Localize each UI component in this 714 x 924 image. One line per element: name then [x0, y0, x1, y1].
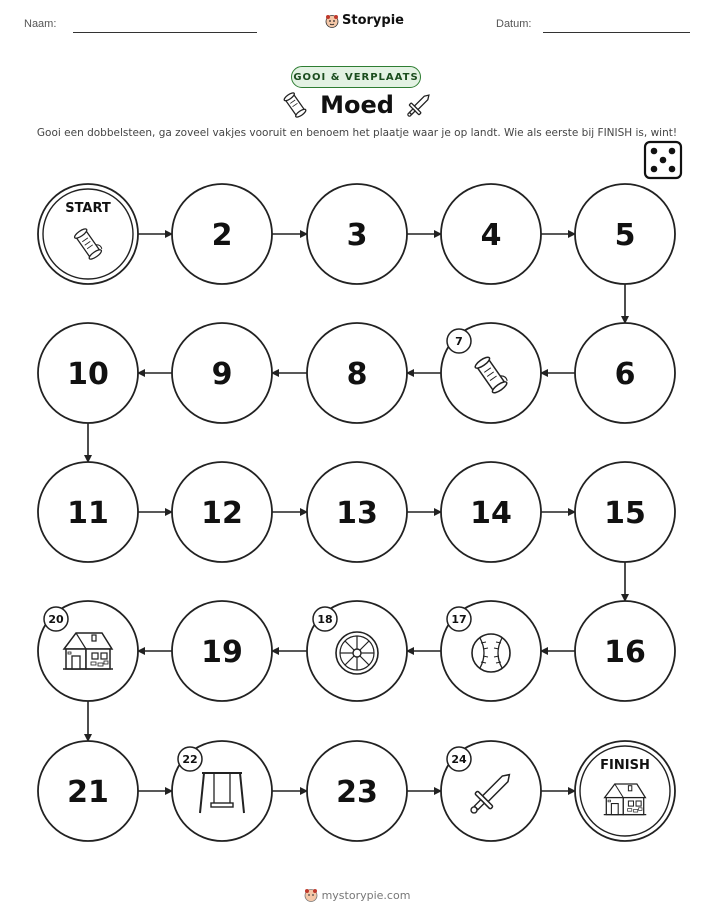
date-label: Datum:: [496, 18, 532, 30]
board-square-20: [38, 601, 138, 701]
board-square-21: [38, 741, 138, 841]
baseball-icon: [472, 634, 510, 672]
board-square-14: [441, 462, 541, 562]
board-square-5: [575, 184, 675, 284]
square-number: 21: [67, 775, 109, 810]
number-badge-label: 20: [48, 613, 64, 626]
board-square-2: [172, 184, 272, 284]
board-square-16: [575, 601, 675, 701]
footer: [0, 888, 714, 902]
board-square-9: [172, 323, 272, 423]
square-number: 11: [67, 496, 109, 531]
board-square-4: [441, 184, 541, 284]
brand-name: Storypie: [342, 13, 404, 28]
board-square-17: [441, 601, 541, 701]
board-square-8: [307, 323, 407, 423]
number-badge-label: 17: [451, 613, 467, 626]
square-number: 14: [470, 496, 512, 531]
square-number: 13: [336, 496, 378, 531]
board-square-10: [38, 323, 138, 423]
board-square-15: [575, 462, 675, 562]
square-number: 19: [201, 635, 243, 670]
board-square-6: [575, 323, 675, 423]
square-number: 12: [201, 496, 243, 531]
square-label: FINISH: [600, 758, 650, 773]
game-type-badge: GOOI & VERPLAATS: [291, 66, 421, 88]
board-square-7: [441, 323, 541, 423]
square-number: 16: [604, 635, 646, 670]
board-square-25: [575, 741, 675, 841]
square-number: 8: [346, 357, 368, 392]
wheel-icon: [336, 632, 378, 674]
square-number: 10: [67, 357, 109, 392]
number-badge-label: 7: [455, 335, 463, 348]
instructions: Gooi een dobbelsteen, ga zoveel vakjes vooruit en benoem het plaatje waar je op landt. Wie als eerste bij FINISH is, wint!: [36, 127, 678, 139]
square-number: 2: [211, 218, 233, 253]
board-square-18: [307, 601, 407, 701]
board-square-23: [307, 741, 407, 841]
board-square-1: [38, 184, 138, 284]
square-number: 9: [211, 357, 233, 392]
page-title: Moed: [320, 91, 394, 119]
footer-url: mystorypie.com: [321, 888, 411, 902]
board-square-24: [441, 741, 541, 841]
square-number: 23: [336, 775, 378, 810]
board-square-12: [172, 462, 272, 562]
storypie-logo-icon: [304, 888, 318, 902]
board-square-3: [307, 184, 407, 284]
square-number: 3: [346, 218, 368, 253]
square-number: 15: [604, 496, 646, 531]
board-square-13: [307, 462, 407, 562]
board-square-11: [38, 462, 138, 562]
square-label: START: [65, 201, 111, 216]
number-badge-label: 22: [182, 753, 198, 766]
name-label: Naam:: [24, 18, 57, 30]
board-square-22: [172, 741, 272, 841]
square-number: 4: [480, 218, 502, 253]
number-badge-label: 24: [451, 753, 467, 766]
number-badge-label: 18: [317, 613, 333, 626]
square-number: 5: [614, 218, 636, 253]
square-number: 6: [614, 357, 636, 392]
board-square-19: [172, 601, 272, 701]
